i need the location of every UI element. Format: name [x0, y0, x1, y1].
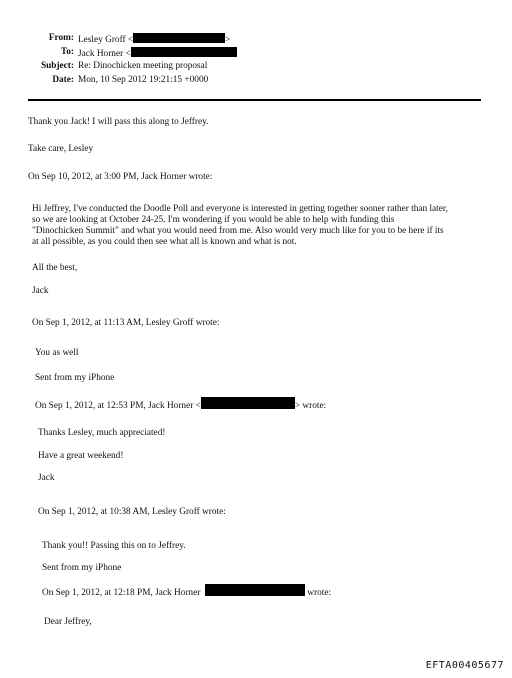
quote-header-text: On Sep 1, 2012, at 12:18 PM, Jack Horner [42, 588, 201, 598]
from-value [78, 33, 230, 47]
to-value [78, 47, 237, 61]
body-line: Jack [32, 286, 49, 296]
body-line: Thank you Jack! I will pass this along to Jeffrey. [28, 117, 209, 127]
redaction-box [205, 584, 305, 596]
subject-label: Subject: [40, 61, 74, 71]
body-line: Have a great weekend! [38, 451, 124, 461]
from-bracket: > [225, 35, 231, 45]
quote-header-tail: wrote: [307, 588, 332, 598]
from-label: From: [48, 33, 74, 43]
body-line: Sent from my iPhone [35, 373, 115, 383]
redaction-box [133, 33, 225, 43]
from-name: Lesley Groff < [78, 35, 134, 45]
quote-header-text: On Sep 1, 2012, at 12:53 PM, Jack Horner < [35, 401, 201, 411]
body-line: Take care, Lesley [28, 144, 94, 154]
to-label: To: [60, 47, 74, 57]
to-name: Jack Horner < [78, 49, 131, 59]
quote-header: On Sep 1, 2012, at 10:38 AM, Lesley Groff wrote: [38, 507, 226, 517]
body-line: Thanks Lesley, much appreciated! [38, 428, 166, 438]
body-line: Sent from my iPhone [42, 563, 122, 573]
quote-header-tail: > wrote: [294, 401, 327, 411]
subject-value: Re: Dinochicken meeting proposal [78, 61, 208, 71]
body-line: All the best, [32, 263, 78, 273]
body-line: Thank you!! Passing this on to Jeffrey. [42, 541, 186, 551]
quote-header: On Sep 10, 2012, at 3:00 PM, Jack Horner wrote: [28, 172, 213, 182]
body-line: Jack [38, 473, 55, 483]
paragraph-line: Hi Jeffrey, I've conducted the Doodle Poll and everyone is interested in getting together sooner rather than later, [32, 204, 448, 214]
paragraph-line: so we are looking at October 24-25. I'm wondering if you would be able to help with funding this [32, 215, 395, 225]
redaction-box [131, 47, 237, 57]
paragraph-line: "Dinochicken Summit" and what you would need from me. Also would very much like for you to be here if its [32, 226, 444, 236]
paragraph-line: at all possible, as you could then see what all is known and what is not. [32, 237, 297, 247]
bates-number: EFTA00405677 [425, 660, 504, 671]
date-value: Mon, 10 Sep 2012 19:21:15 +0000 [78, 75, 209, 85]
header-divider [28, 99, 481, 101]
quote-header: On Sep 1, 2012, at 11:13 AM, Lesley Groff wrote: [32, 318, 220, 328]
quote-header [42, 584, 331, 600]
body-line: You as well [35, 348, 79, 358]
date-label: Date: [52, 75, 74, 85]
redaction-box [201, 397, 295, 409]
body-line: Dear Jeffrey, [44, 617, 92, 627]
quote-header [35, 397, 326, 413]
